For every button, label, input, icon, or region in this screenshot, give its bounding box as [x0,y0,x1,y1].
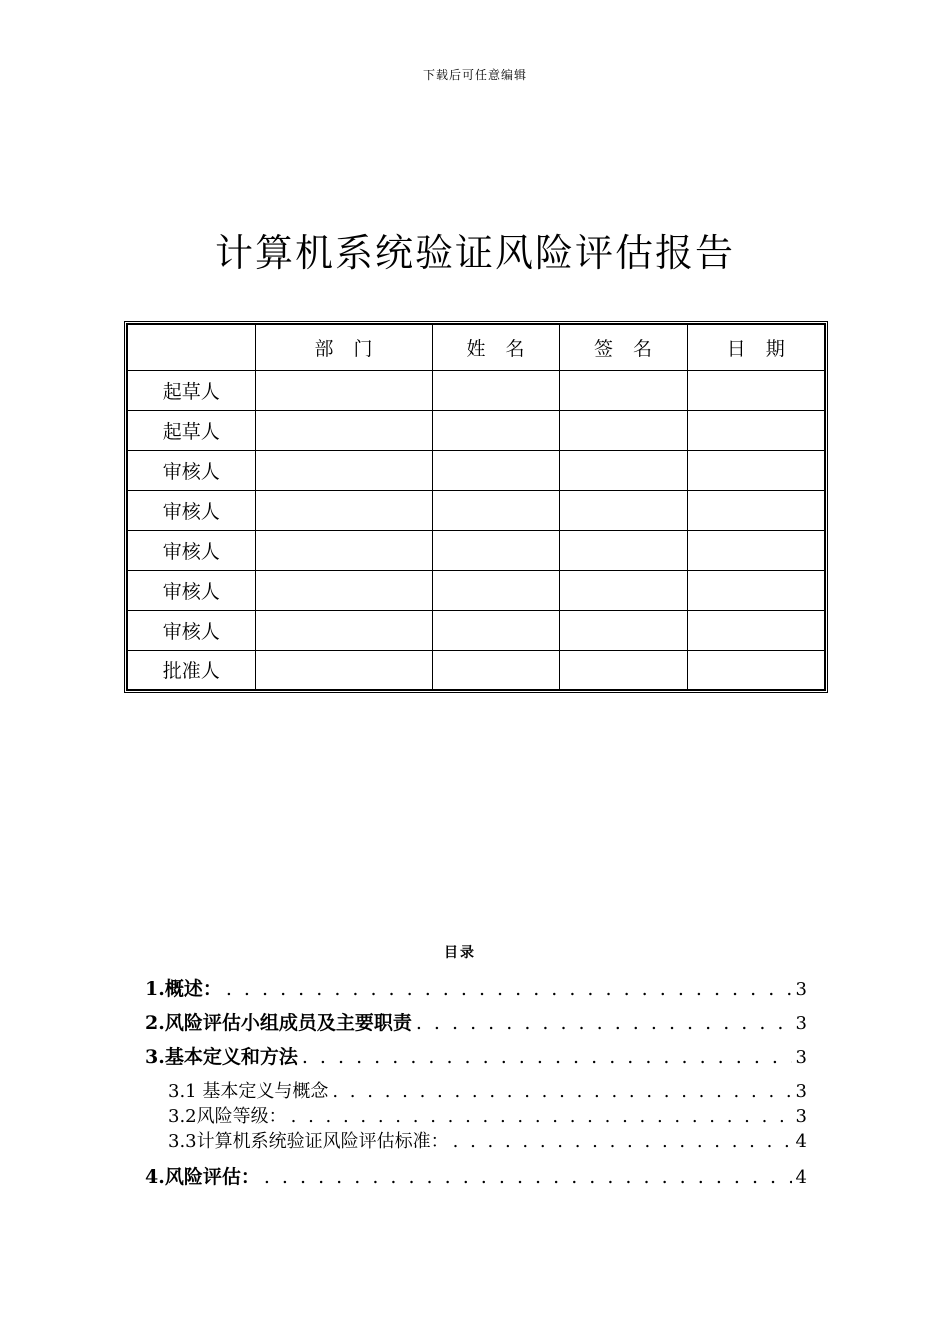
toc-entry-label: 3.2风险等级： [168,1106,287,1127]
department-cell [255,370,432,410]
name-cell [432,570,559,610]
role-cell: 审核人 [127,610,255,650]
date-cell [687,650,825,690]
department-cell [255,610,432,650]
toc-entry-label: 3.基本定义和方法 [145,1046,298,1068]
role-cell: 审核人 [127,570,255,610]
toc-entry[interactable] [145,1127,807,1153]
table-row [127,610,825,650]
date-cell [687,490,825,530]
document-title: 计算机系统验证风险评估报告 [214,231,735,275]
table-row [127,570,825,610]
department-cell [255,450,432,490]
name-cell [432,650,559,690]
name-cell [432,370,559,410]
name-cell [432,610,559,650]
toc-entry-label: 4.风险评估： [145,1166,260,1188]
department-cell [255,530,432,570]
toc-entry[interactable] [145,1162,807,1189]
page-header-note: 下载后可任意编辑 [422,68,527,82]
toc-entry-page: 3 [795,979,807,1000]
toc-entry[interactable] [145,1102,807,1128]
table-header-row [127,324,825,370]
toc-entry-page: 4 [795,1167,807,1188]
toc-entry[interactable] [145,1008,807,1035]
date-cell [687,610,825,650]
toc-entry-label: 3.1 基本定义与概念 [168,1081,329,1102]
table-row [127,450,825,490]
table-row [127,650,825,690]
date-cell [687,370,825,410]
signature-cell [559,450,687,490]
toc-leader-dots [416,1012,792,1034]
signature-cell [559,490,687,530]
table-row [127,370,825,410]
toc-leader-dots [264,1166,792,1188]
date-cell [687,570,825,610]
table-header-cell-signature: 签名 [559,324,687,370]
role-cell: 起草人 [127,370,255,410]
department-cell [255,490,432,530]
toc-leader-dots [291,1106,792,1127]
signature-cell [559,410,687,450]
signature-cell [559,530,687,570]
department-cell [255,650,432,690]
table-header-cell-name: 姓名 [432,324,559,370]
role-cell: 审核人 [127,530,255,570]
name-cell [432,450,559,490]
toc-entry-label: 2.风险评估小组成员及主要职责 [145,1012,412,1034]
toc-entry-page: 3 [795,1081,807,1102]
toc-leader-dots [226,978,792,1000]
role-cell: 审核人 [127,450,255,490]
date-cell [687,530,825,570]
role-cell: 批准人 [127,650,255,690]
table-header-cell-date: 日期 [687,324,825,370]
table-header-cell-empty [127,324,255,370]
signature-cell [559,610,687,650]
toc-entry-label: 3.3计算机系统验证风险评估标准： [168,1131,449,1152]
table-row [127,490,825,530]
toc-leader-dots [453,1131,792,1152]
signature-cell [559,370,687,410]
toc-heading: 目录 [444,945,476,961]
name-cell [432,490,559,530]
toc-entry-page: 3 [795,1047,807,1068]
toc-entry[interactable] [145,1077,807,1103]
toc-entry[interactable] [145,974,807,1001]
date-cell [687,410,825,450]
table-row [127,410,825,450]
department-cell [255,570,432,610]
toc-leader-dots [302,1046,792,1068]
date-cell [687,450,825,490]
toc-entry-page: 4 [795,1131,807,1152]
table-row [127,530,825,570]
signature-cell [559,570,687,610]
toc-entry-page: 3 [795,1106,807,1127]
role-cell: 审核人 [127,490,255,530]
signature-table [126,323,826,691]
table-header-cell-department: 部门 [255,324,432,370]
toc-entry-page: 3 [795,1013,807,1034]
name-cell [432,530,559,570]
toc-leader-dots [332,1081,791,1102]
name-cell [432,410,559,450]
role-cell: 起草人 [127,410,255,450]
department-cell [255,410,432,450]
signature-cell [559,650,687,690]
toc-entry[interactable] [145,1042,807,1069]
toc-entry-label: 1.概述： [145,978,222,1000]
